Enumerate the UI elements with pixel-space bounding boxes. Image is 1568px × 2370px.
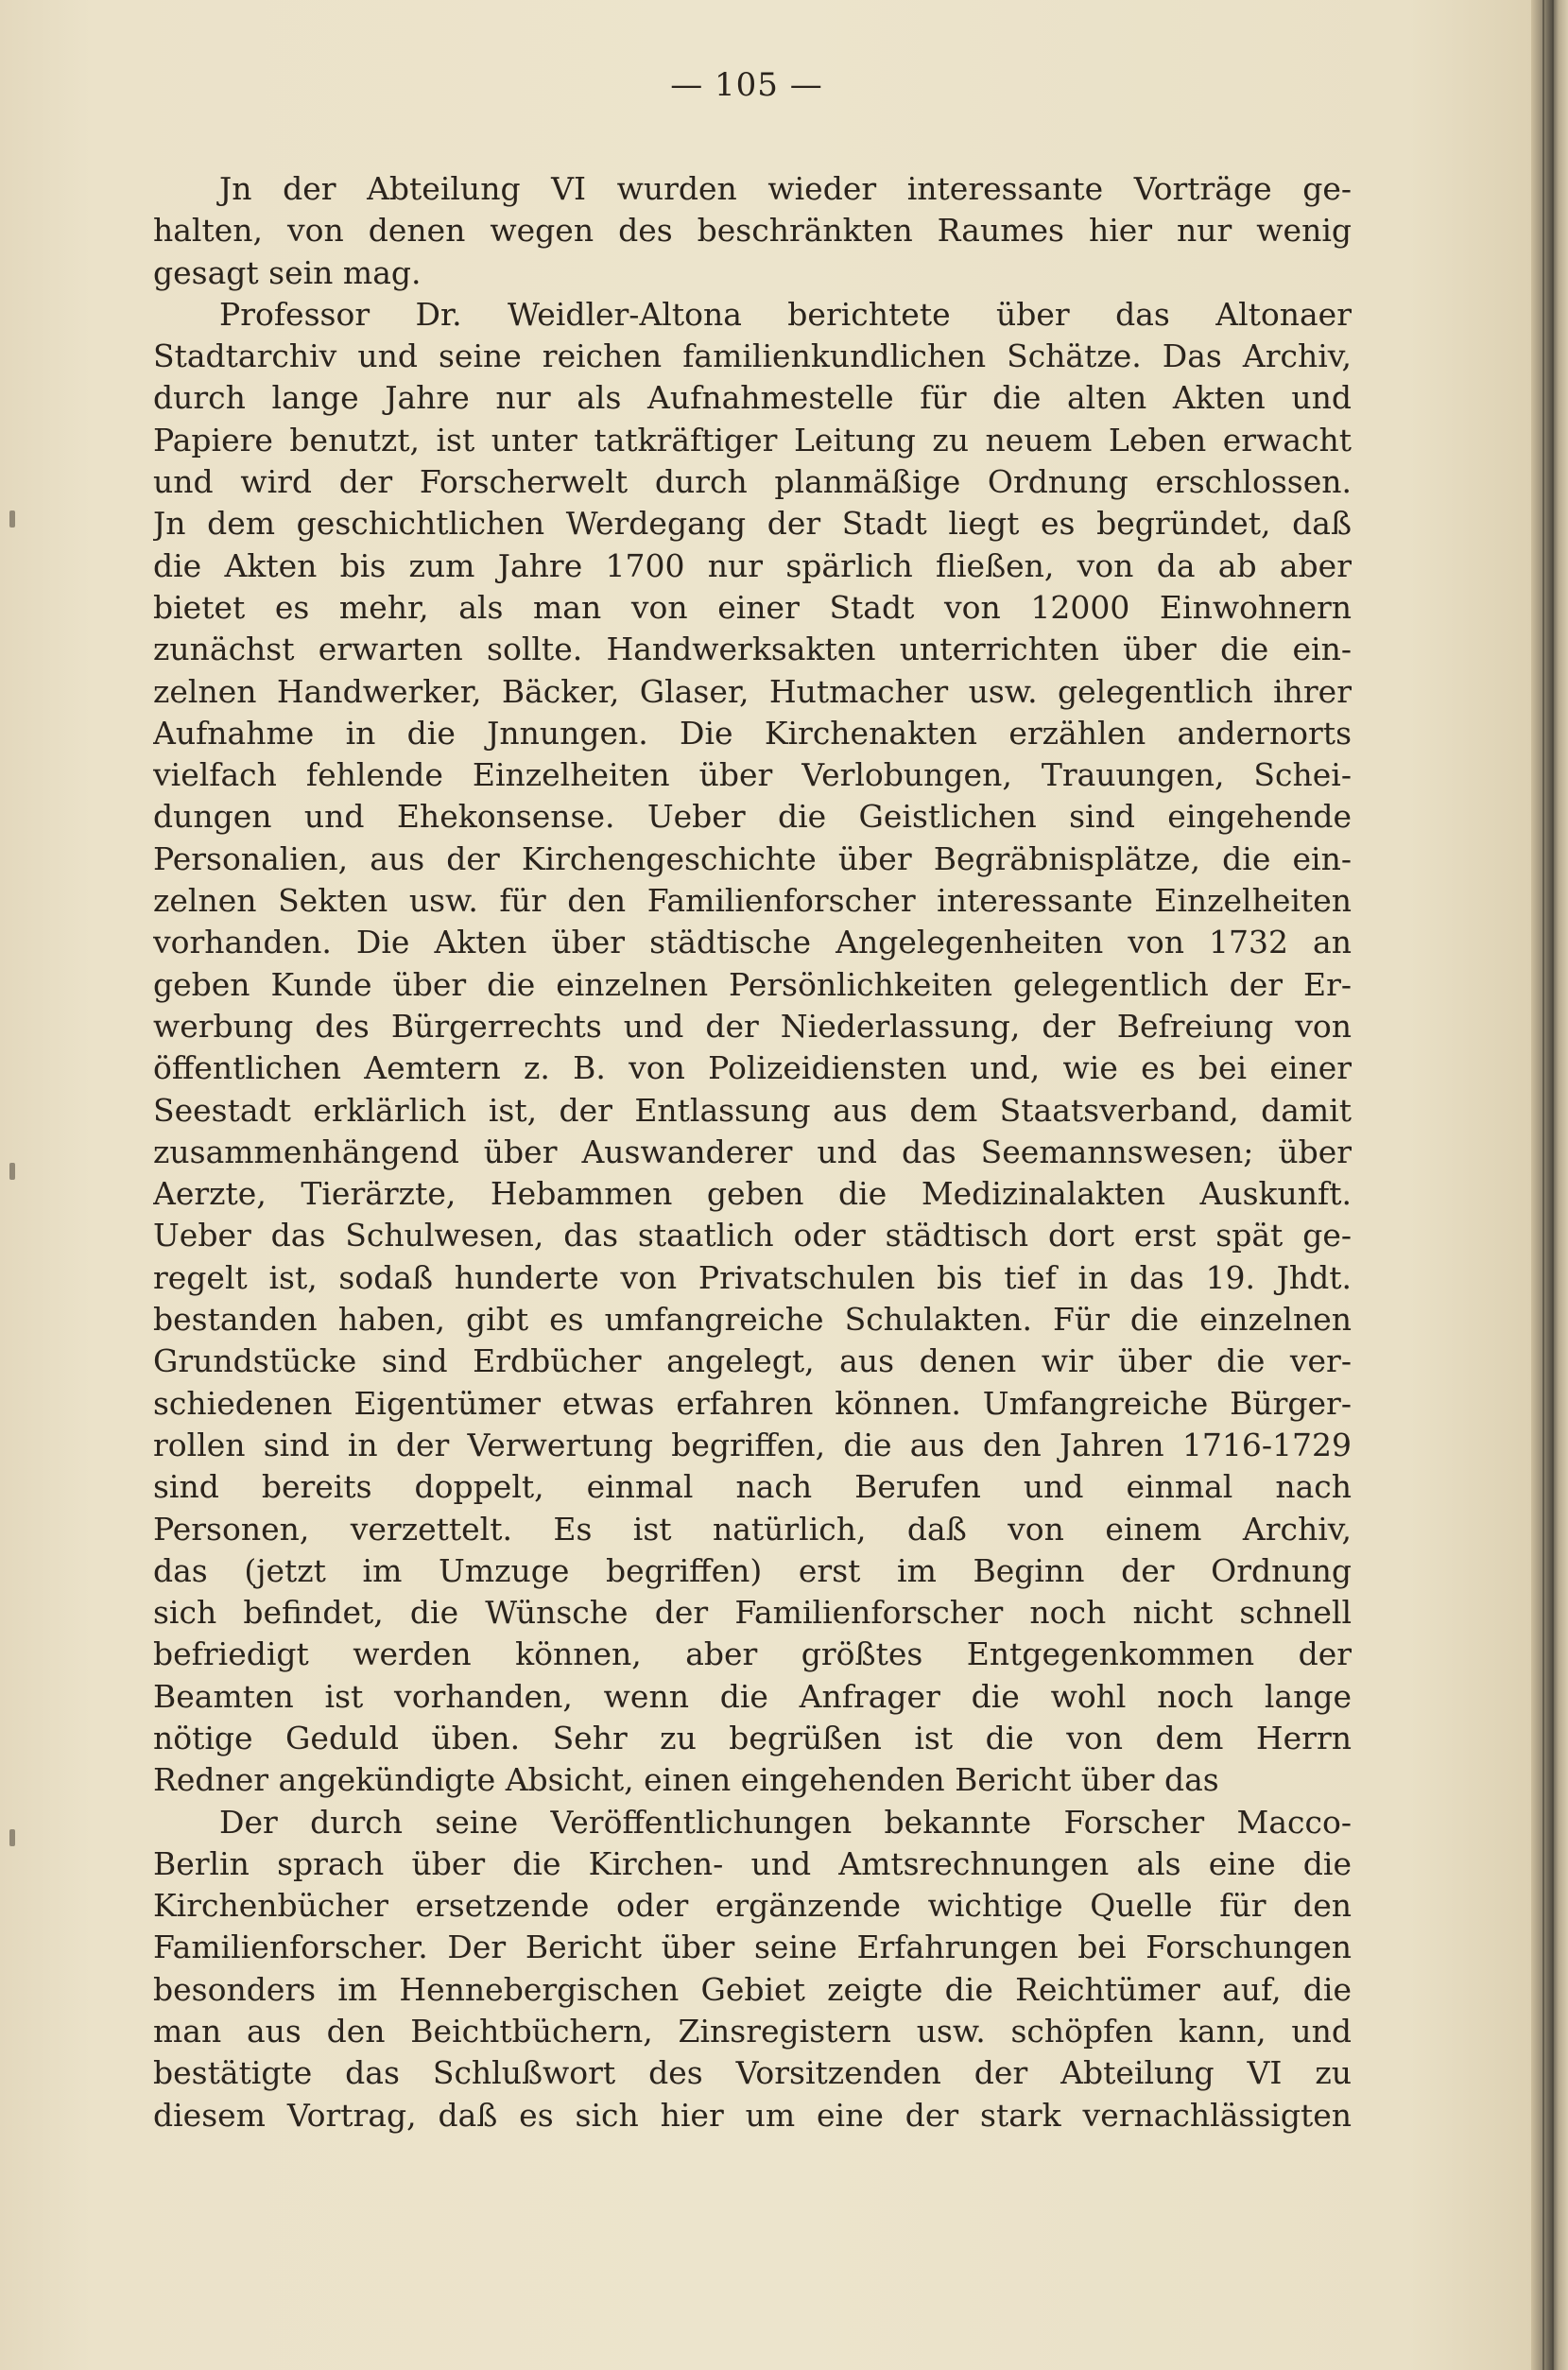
text-line: diesem Vortrag, daß es sich hier um eine der stark vernachlässigten (153, 2096, 1352, 2134)
text-line: man aus den Beichtbüchern, Zinsregistern usw. schöpfen kann, und (153, 2013, 1352, 2050)
text-line: Jn dem geschichtlichen Werdegang der Stadt liegt es begründet, daß (153, 505, 1352, 543)
text-line: bietet es mehr, als man von einer Stadt von 12000 Einwohnern (153, 588, 1352, 626)
text-line: Personen, verzettelt. Es ist natürlich, daß von einem Archiv, (153, 1510, 1352, 1548)
text-line: schiedenen Eigentümer etwas erfahren können. Umfangreiche Bürger- (153, 1384, 1352, 1422)
text-line: Stadtarchiv und seine reichen familienkundlichen Schätze. Das Archiv, (153, 337, 1352, 375)
text-line: geben Kunde über die einzelnen Persönlichkeiten gelegentlich der Er- (153, 965, 1352, 1003)
body-text (153, 168, 1352, 2136)
text-line: Familienforscher. Der Bericht über seine Erfahrungen bei Forschungen (153, 1929, 1352, 1966)
text-line: Personalien, aus der Kirchengeschichte über Begräbnisplätze, die ein- (153, 839, 1352, 877)
text-line: sich befindet, die Wünsche der Familienforscher noch nicht schnell (153, 1594, 1352, 1632)
text-line: Ueber das Schulwesen, das staatlich oder städtisch dort erst spät ge- (153, 1217, 1352, 1254)
text-line: zusammenhängend über Auswanderer und das Seemannswesen; über (153, 1133, 1352, 1170)
text-line: Kirchenbücher ersetzende oder ergänzende wichtige Quelle für den (153, 1887, 1352, 1925)
text-line: Professor Dr. Weidler-Altona berichtete über das Altonaer (219, 295, 1352, 333)
margin-mark (9, 1829, 15, 1846)
text-line: Beamten ist vorhanden, wenn die Anfrager die wohl noch lange (153, 1677, 1352, 1715)
text-line: Seestadt erklärlich ist, der Entlassung aus dem Staatsverband, damit (153, 1091, 1352, 1129)
binding-line (1542, 0, 1544, 2370)
text-line: zelnen Sekten usw. für den Familienforscher interessante Einzelheiten (153, 882, 1352, 920)
margin-mark (9, 510, 15, 528)
text-line: regelt ist, sodaß hunderte von Privatschulen bis tief in das 19. Jhdt. (153, 1258, 1352, 1296)
text-line: bestanden haben, gibt es umfangreiche Schulakten. Für die einzelnen (153, 1301, 1352, 1339)
text-line: sind bereits doppelt, einmal nach Berufen und einmal nach (153, 1468, 1352, 1506)
text-line: Grundstücke sind Erdbücher angelegt, aus denen wir über die ver- (153, 1342, 1352, 1380)
text-line: die Akten bis zum Jahre 1700 nur spärlich fließen, von da ab aber (153, 546, 1352, 584)
text-line: Jn der Abteilung VI wurden wieder interessante Vorträge ge- (219, 170, 1352, 207)
text-line: halten, von denen wegen des beschränkten Raumes hier nur wenig (153, 212, 1352, 250)
text-line: öffentlichen Aemtern z. B. von Polizeidiensten und, wie es bei einer (153, 1049, 1352, 1087)
text-line: zunächst erwarten sollte. Handwerksakten unterrichten über die ein- (153, 631, 1352, 668)
text-line: nötige Geduld üben. Sehr zu begrüßen ist die von dem Herrn (153, 1719, 1352, 1756)
text-line: Aufnahme in die Jnnungen. Die Kirchenakten erzählen andernorts (153, 714, 1352, 752)
text-line: durch lange Jahre nur als Aufnahmestelle für die alten Akten und (153, 379, 1352, 417)
text-line: gesagt sein mag. (153, 253, 422, 291)
margin-mark (9, 1163, 15, 1180)
text-line: Aerzte, Tierärzte, Hebammen geben die Medizinalakten Auskunft. (153, 1175, 1352, 1213)
text-line: besonders im Hennebergischen Gebiet zeigte die Reichtümer auf, die (153, 1970, 1352, 2008)
text-line: zelnen Handwerker, Bäcker, Glaser, Hutmacher usw. gelegentlich ihrer (153, 672, 1352, 710)
text-line: rollen sind in der Verwertung begriffen, die aus den Jahren 1716-1729 (153, 1426, 1352, 1463)
text-line: das (jetzt im Umzuge begriffen) erst im Beginn der Ordnung (153, 1551, 1352, 1589)
page-number: — 105 — (670, 66, 823, 104)
text-line: Papiere benutzt, ist unter tatkräftiger Leitung zu neuem Leben erwacht (153, 421, 1352, 458)
text-line: Berlin sprach über die Kirchen- und Amtsrechnungen als eine die (153, 1844, 1352, 1882)
book-binding-edge (1531, 0, 1568, 2370)
text-line: dungen und Ehekonsense. Ueber die Geistlichen sind eingehende (153, 798, 1352, 836)
text-line: befriedigt werden können, aber größtes Entgegenkommen der (153, 1635, 1352, 1673)
text-line: werbung des Bürgerrechts und der Niederlassung, der Befreiung von (153, 1007, 1352, 1045)
text-line: vorhanden. Die Akten über städtische Angelegenheiten von 1732 an (153, 924, 1352, 961)
text-line: Der durch seine Veröffentlichungen bekannte Forscher Macco- (219, 1803, 1352, 1841)
text-line: bestätigte das Schlußwort des Vorsitzenden der Abteilung VI zu (153, 2054, 1352, 2092)
text-line: Redner angekündigte Absicht, einen eingehenden Bericht über das (153, 1761, 1219, 1799)
text-line: vielfach fehlende Einzelheiten über Verlobungen, Trauungen, Schei- (153, 756, 1352, 794)
binding-line (1552, 0, 1554, 2370)
text-line: und wird der Forscherwelt durch planmäßige Ordnung erschlossen. (153, 463, 1352, 501)
